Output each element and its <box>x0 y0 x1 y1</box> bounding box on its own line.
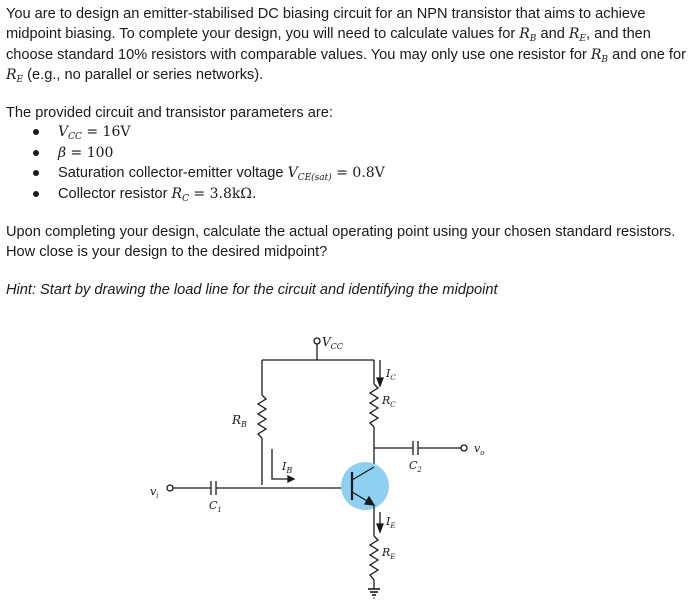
param-rc: Collector resistor $R_C = 3.8k\Omega$. <box>30 184 385 205</box>
ic-label: $I_C$ <box>386 367 396 382</box>
c2-label: $C_2$ <box>409 459 422 474</box>
vi-terminal <box>167 485 173 491</box>
hint-text: Hint: Start by drawing the load line for the circuit and identifying the midpoint <box>6 282 498 298</box>
rb-label: $R_B$ <box>232 413 247 429</box>
c1-label: $C_1$ <box>209 499 222 514</box>
ib-label: $I_B$ <box>282 460 293 475</box>
ground-icon <box>368 589 380 598</box>
vo-terminal <box>461 445 467 451</box>
param-beta: β = 100 <box>30 143 385 164</box>
re-resistor <box>370 536 378 580</box>
param-vce-sat: Saturation collector-emitter voltage $V_{CE(sat)} = 0.8V$ <box>30 163 385 184</box>
rc-label: $R_C$ <box>382 394 396 409</box>
rb-resistor <box>258 395 266 438</box>
vi-label: $v_i$ <box>150 485 159 500</box>
ie-label: $I_E$ <box>386 515 396 530</box>
vo-label: $v_o$ <box>474 442 485 457</box>
rc-resistor <box>370 384 378 427</box>
params-heading: The provided circuit and transistor parameters are: <box>6 105 333 121</box>
param-vcc: $V_{CC} = 16V$ <box>30 122 385 143</box>
intro-line-4: $R_E$ (e.g., no parallel or series networks). <box>6 67 264 86</box>
re-label: $R_E$ <box>382 546 396 561</box>
vcc-label: $V_{CC}$ <box>322 335 343 351</box>
vcc-terminal <box>314 338 320 344</box>
intro-line-2: midpoint biasing. To complete your design, you will need to calculate values for $R_B$ and $R_E$, and then <box>6 26 651 45</box>
intro-line-1: You are to design an emitter-stabilised DC biasing circuit for an NPN transistor that aims to achieve <box>6 6 646 22</box>
question-line-2: How close is your design to the desired midpoint? <box>6 244 328 261</box>
question-line-1: Upon completing your design, calculate the actual operating point using your chosen standard resistors. <box>6 224 676 240</box>
intro-line-3: choose standard 10% resistors with comparable values. You may only use one resistor for $R_B$ and one for <box>6 46 686 65</box>
